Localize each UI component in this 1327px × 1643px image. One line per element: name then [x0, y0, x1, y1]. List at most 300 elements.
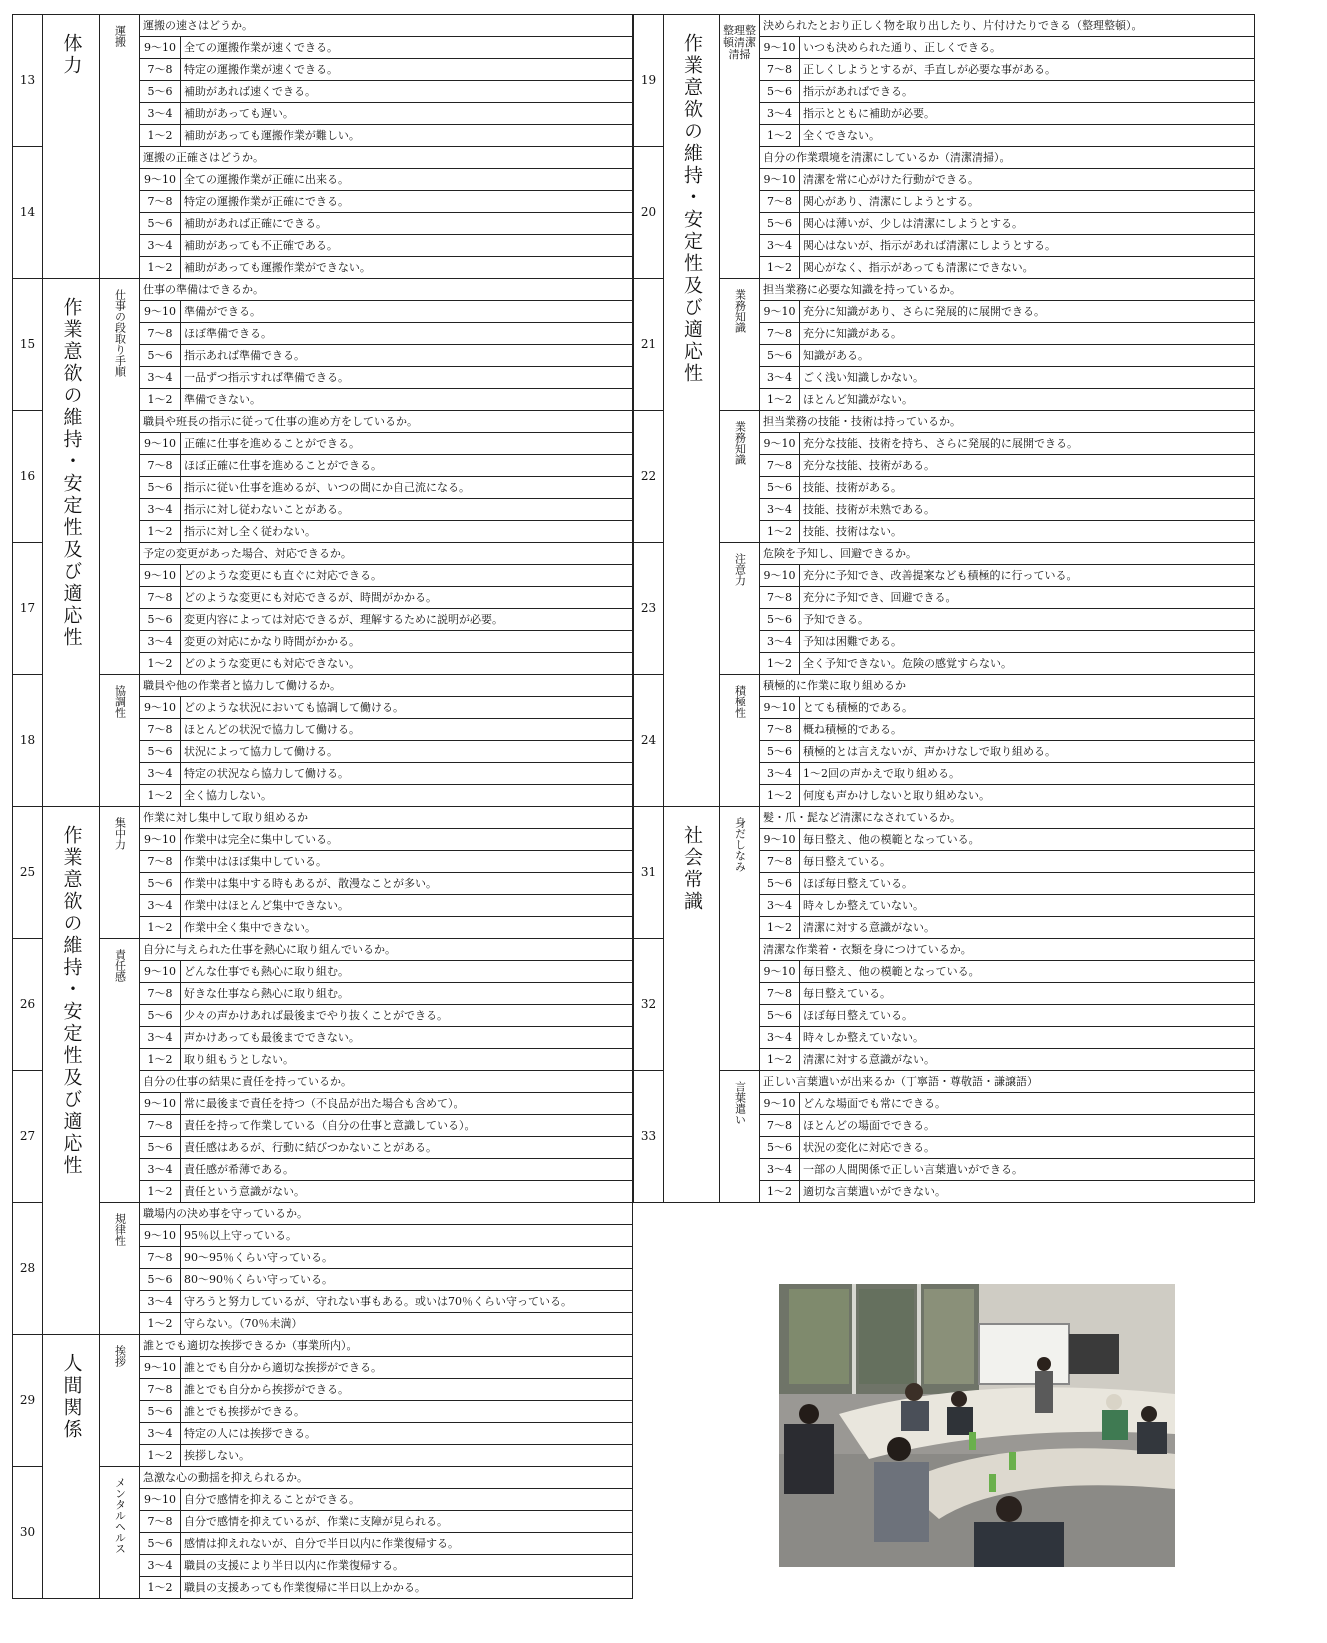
score-range: 3～4	[140, 499, 181, 521]
item-number: 23	[634, 543, 664, 675]
score-range: 5～6	[140, 1137, 181, 1159]
score-range: 7～8	[760, 719, 800, 741]
score-range: 5～6	[140, 81, 181, 103]
score-range: 9～10	[760, 37, 800, 59]
score-range: 1～2	[140, 653, 181, 675]
score-range: 5～6	[760, 609, 800, 631]
score-description: 指示に対し従わないことがある。	[181, 499, 633, 521]
score-range: 1～2	[140, 917, 181, 939]
question-text: 急激な心の動揺を抑えられるか。	[140, 1467, 633, 1489]
score-description: 作業中全く集中できない。	[181, 917, 633, 939]
score-range: 9～10	[760, 565, 800, 587]
score-description: 指示あれば準備できる。	[181, 345, 633, 367]
score-description: 清潔に対する意識がない。	[800, 1049, 1255, 1071]
item-number: 18	[13, 675, 43, 807]
category-text: 人間関係	[60, 1353, 83, 1441]
score-description: 全く協力しない。	[181, 785, 633, 807]
item-number: 28	[13, 1203, 43, 1335]
score-range: 9～10	[760, 301, 800, 323]
question-text: 積極的に作業に取り組めるか	[760, 675, 1255, 697]
score-range: 3～4	[760, 631, 800, 653]
score-range: 9～10	[140, 961, 181, 983]
score-range: 3～4	[760, 235, 800, 257]
score-description: 概ね積極的である。	[800, 719, 1255, 741]
score-range: 1～2	[140, 1445, 181, 1467]
category-label	[43, 279, 100, 807]
score-description: 補助があれば正確にできる。	[181, 213, 633, 235]
score-range: 7～8	[140, 1379, 181, 1401]
score-description: どのような状況においても協調して働ける。	[181, 697, 633, 719]
score-description: 声かけあっても最後までできない。	[181, 1027, 633, 1049]
score-description: 関心はないが、指示があれば清潔にしようとする。	[800, 235, 1255, 257]
score-description: 正しくしようとするが、手直しが必要な事がある。	[800, 59, 1255, 81]
item-row	[13, 939, 633, 961]
score-description: 作業中はほぼ集中している。	[181, 851, 633, 873]
category-label	[664, 807, 720, 1203]
subcategory-text: 身だしなみ	[733, 817, 747, 872]
score-range: 3～4	[140, 763, 181, 785]
score-range: 7～8	[140, 59, 181, 81]
item-row	[634, 675, 1255, 697]
item-number: 26	[13, 939, 43, 1071]
score-description: 80～90％くらい守っている。	[181, 1269, 633, 1291]
item-number: 32	[634, 939, 664, 1071]
score-range: 1～2	[760, 917, 800, 939]
score-range: 1～2	[760, 1049, 800, 1071]
score-description: 技能、技術がある。	[800, 477, 1255, 499]
score-range: 1～2	[140, 1313, 181, 1335]
item-number: 15	[13, 279, 43, 411]
subcategory-label	[720, 15, 760, 279]
score-range: 5～6	[140, 1269, 181, 1291]
score-range: 9～10	[140, 169, 181, 191]
score-description: 補助があっても運搬作業が難しい。	[181, 125, 633, 147]
category-label	[43, 15, 100, 279]
subcategory-label	[100, 15, 140, 279]
category-text: 作業意欲の維持・安定性及び適応性	[60, 297, 83, 649]
score-description: ほぼ毎日整えている。	[800, 1005, 1255, 1027]
score-range: 5～6	[140, 1005, 181, 1027]
score-description: 責任という意識がない。	[181, 1181, 633, 1203]
score-description: どのような変更にも対応できるが、時間がかかる。	[181, 587, 633, 609]
item-row	[13, 1467, 633, 1489]
score-range: 5～6	[140, 873, 181, 895]
subcategory-text: 仕事の段取り手順	[113, 289, 127, 377]
question-text: 運搬の速さはどうか。	[140, 15, 633, 37]
score-description: 技能、技術はない。	[800, 521, 1255, 543]
score-description: 守ろうと努力しているが、守れない事もある。或いは70％くらい守っている。	[181, 1291, 633, 1313]
score-range: 5～6	[760, 81, 800, 103]
subcategory-text: 注意力	[733, 553, 747, 586]
item-row	[13, 279, 633, 301]
score-range: 9～10	[140, 1093, 181, 1115]
item-number: 13	[13, 15, 43, 147]
score-description: 作業中はほとんど集中できない。	[181, 895, 633, 917]
score-description: 予知できる。	[800, 609, 1255, 631]
score-range: 5～6	[760, 873, 800, 895]
score-description: 毎日整えている。	[800, 851, 1255, 873]
score-description: 特定の運搬作業が正確にできる。	[181, 191, 633, 213]
item-row	[634, 543, 1255, 565]
score-description: 知識がある。	[800, 345, 1255, 367]
score-range: 5～6	[760, 1005, 800, 1027]
question-text: 担当業務の技能・技術は持っているか。	[760, 411, 1255, 433]
score-description: 95％以上守っている。	[181, 1225, 633, 1247]
score-range: 9～10	[140, 1225, 181, 1247]
item-number: 22	[634, 411, 664, 543]
subcategory-label	[720, 411, 760, 543]
category-text: 体力	[60, 33, 83, 77]
score-range: 3～4	[760, 1027, 800, 1049]
subcategory-text: 業務知識	[733, 421, 747, 465]
subcategory-text: 運搬	[113, 25, 127, 47]
score-range: 1～2	[140, 785, 181, 807]
score-description: 誰とでも挨拶ができる。	[181, 1401, 633, 1423]
score-description: いつも決められた通り、正しくできる。	[800, 37, 1255, 59]
subcategory-text: 整理整頓清潔清掃	[723, 24, 756, 61]
score-description: ほぼ毎日整えている。	[800, 873, 1255, 895]
question-text: 髪・爪・髭など清潔になされているか。	[760, 807, 1255, 829]
score-description: 時々しか整えていない。	[800, 895, 1255, 917]
score-description: 全ての運搬作業が正確に出来る。	[181, 169, 633, 191]
score-range: 9～10	[140, 37, 181, 59]
category-text: 作業意欲の維持・安定性及び適応性	[681, 33, 703, 385]
score-range: 7～8	[140, 191, 181, 213]
score-range: 3～4	[140, 1159, 181, 1181]
score-range: 5～6	[760, 741, 800, 763]
score-description: 作業中は集中する時もあるが、散漫なことが多い。	[181, 873, 633, 895]
score-description: 技能、技術が未熟である。	[800, 499, 1255, 521]
subcategory-text: 言葉遣い	[733, 1081, 747, 1125]
score-range: 7～8	[140, 719, 181, 741]
category-label	[43, 1335, 100, 1599]
question-text: 職員や他の作業者と協力して働けるか。	[140, 675, 633, 697]
score-description: ほとんど知識がない。	[800, 389, 1255, 411]
score-range: 7～8	[760, 59, 800, 81]
score-description: 清潔に対する意識がない。	[800, 917, 1255, 939]
score-range: 9～10	[140, 1357, 181, 1379]
item-row	[13, 1203, 633, 1225]
score-range: 9～10	[760, 829, 800, 851]
score-description: 全くできない。	[800, 125, 1255, 147]
score-description: 充分に予知でき、改善提案なども積極的に行っている。	[800, 565, 1255, 587]
score-description: 充分な技能、技術を持ち、さらに発展的に展開できる。	[800, 433, 1255, 455]
score-description: 充分に知識があり、さらに発展的に展開できる。	[800, 301, 1255, 323]
right-evaluation-table	[633, 14, 1255, 1203]
score-description: 一部の人間関係で正しい言葉遣いができる。	[800, 1159, 1255, 1181]
score-description: 何度も声かけしないと取り組めない。	[800, 785, 1255, 807]
score-description: 指示に対し全く従わない。	[181, 521, 633, 543]
subcategory-label	[720, 1071, 760, 1203]
score-range: 5～6	[140, 741, 181, 763]
subcategory-text: 業務知識	[733, 289, 747, 333]
meeting-photo	[779, 1284, 1175, 1567]
question-text: 職員や班長の指示に従って仕事の進め方をしているか。	[140, 411, 633, 433]
score-description: 毎日整えている。	[800, 983, 1255, 1005]
score-range: 3～4	[140, 895, 181, 917]
item-row	[13, 1335, 633, 1357]
item-row	[634, 279, 1255, 301]
score-range: 7～8	[760, 191, 800, 213]
score-description: 感情は抑えれないが、自分で半日以内に作業復帰する。	[181, 1533, 633, 1555]
score-range: 1～2	[140, 389, 181, 411]
score-description: 積極的とは言えないが、声かけなしで取り組める。	[800, 741, 1255, 763]
score-description: ほぼ準備できる。	[181, 323, 633, 345]
question-text: 決められたとおり正しく物を取り出したり、片付けたりできる（整理整頓）。	[760, 15, 1255, 37]
score-range: 5～6	[140, 213, 181, 235]
score-description: どんな仕事でも熱心に取り組む。	[181, 961, 633, 983]
item-number: 27	[13, 1071, 43, 1203]
subcategory-label	[720, 543, 760, 675]
score-range: 3～4	[140, 1291, 181, 1313]
score-range: 9～10	[140, 301, 181, 323]
score-description: 誰とでも自分から挨拶ができる。	[181, 1379, 633, 1401]
score-range: 3～4	[760, 1159, 800, 1181]
score-range: 9～10	[140, 565, 181, 587]
score-range: 1～2	[140, 1181, 181, 1203]
score-description: 清潔を常に心がけた行動ができる。	[800, 169, 1255, 191]
score-description: 責任感はあるが、行動に結びつかないことがある。	[181, 1137, 633, 1159]
score-range: 7～8	[760, 323, 800, 345]
score-description: 誰とでも自分から適切な挨拶ができる。	[181, 1357, 633, 1379]
score-description: 状況の変化に対応できる。	[800, 1137, 1255, 1159]
score-description: 少々の声かけあれば最後までやり抜くことができる。	[181, 1005, 633, 1027]
score-description: どのような変更にも対応できない。	[181, 653, 633, 675]
subcategory-label	[100, 1335, 140, 1467]
item-row	[13, 675, 633, 697]
score-range: 7～8	[760, 851, 800, 873]
subcategory-text: 協調性	[113, 685, 127, 718]
score-description: 状況によって協力して働ける。	[181, 741, 633, 763]
subcategory-text: 挨拶	[113, 1345, 127, 1367]
item-number: 30	[13, 1467, 43, 1599]
score-range: 3～4	[140, 1027, 181, 1049]
question-text: 自分に与えられた仕事を熱心に取り組んでいるか。	[140, 939, 633, 961]
score-range: 1～2	[760, 257, 800, 279]
score-description: 指示に従い仕事を進めるが、いつの間にか自己流になる。	[181, 477, 633, 499]
question-text: 自分の作業環境を清潔にしているか（清潔清掃）。	[760, 147, 1255, 169]
score-range: 1～2	[760, 785, 800, 807]
subcategory-text: 規律性	[113, 1213, 127, 1246]
score-range: 9～10	[140, 433, 181, 455]
score-description: 関心があり、清潔にしようとする。	[800, 191, 1255, 213]
score-range: 3～4	[140, 103, 181, 125]
score-range: 5～6	[140, 609, 181, 631]
subcategory-label	[100, 675, 140, 807]
left-evaluation-table	[12, 14, 633, 1599]
question-text: 誰とでも適切な挨拶できるか（事業所内）。	[140, 1335, 633, 1357]
score-description: 好きな仕事なら熱心に取り組む。	[181, 983, 633, 1005]
score-description: 責任を持って作業している（自分の仕事と意識している）。	[181, 1115, 633, 1137]
score-range: 5～6	[140, 1533, 181, 1555]
score-range: 5～6	[760, 1137, 800, 1159]
score-description: 特定の運搬作業が速くできる。	[181, 59, 633, 81]
score-range: 5～6	[760, 213, 800, 235]
score-range: 9～10	[140, 697, 181, 719]
category-label	[664, 15, 720, 807]
subcategory-text: メンタルヘルス	[113, 1477, 127, 1554]
item-row	[634, 411, 1255, 433]
score-description: とても積極的である。	[800, 697, 1255, 719]
score-range: 3～4	[760, 763, 800, 785]
score-description: 自分で感情を抑えることができる。	[181, 1489, 633, 1511]
score-range: 7～8	[760, 455, 800, 477]
score-description: 変更内容によっては対応できるが、理解するために説明が必要。	[181, 609, 633, 631]
score-range: 9～10	[760, 697, 800, 719]
subcategory-label	[100, 1467, 140, 1599]
score-range: 5～6	[760, 477, 800, 499]
score-range: 7～8	[140, 455, 181, 477]
score-description: 特定の状況なら協力して働ける。	[181, 763, 633, 785]
score-range: 9～10	[760, 433, 800, 455]
question-text: 作業に対し集中して取り組めるか	[140, 807, 633, 829]
subcategory-label	[100, 279, 140, 675]
item-row	[13, 15, 633, 37]
score-description: 特定の人には挨拶できる。	[181, 1423, 633, 1445]
question-text: 担当業務に必要な知識を持っているか。	[760, 279, 1255, 301]
question-text: 予定の変更があった場合、対応できるか。	[140, 543, 633, 565]
score-description: 関心は薄いが、少しは清潔にしようとする。	[800, 213, 1255, 235]
score-description: 責任感が希薄である。	[181, 1159, 633, 1181]
score-description: 作業中は完全に集中している。	[181, 829, 633, 851]
score-range: 7～8	[140, 1511, 181, 1533]
score-range: 3～4	[140, 235, 181, 257]
question-text: 危険を予知し、回避できるか。	[760, 543, 1255, 565]
score-description: 指示とともに補助が必要。	[800, 103, 1255, 125]
category-text: 社会常識	[681, 825, 703, 913]
score-description: 一品ずつ指示すれば準備できる。	[181, 367, 633, 389]
score-range: 7～8	[140, 1247, 181, 1269]
item-number: 29	[13, 1335, 43, 1467]
score-range: 5～6	[140, 477, 181, 499]
score-range: 5～6	[760, 345, 800, 367]
score-range: 5～6	[140, 1401, 181, 1423]
score-description: ほとんどの状況で協力して働ける。	[181, 719, 633, 741]
score-description: ほぼ正確に仕事を進めることができる。	[181, 455, 633, 477]
item-row	[634, 15, 1255, 37]
item-number: 20	[634, 147, 664, 279]
item-number: 24	[634, 675, 664, 807]
category-label	[43, 807, 100, 1335]
item-number: 33	[634, 1071, 664, 1203]
score-description: 毎日整え、他の模範となっている。	[800, 829, 1255, 851]
score-description: ごく浅い知識しかない。	[800, 367, 1255, 389]
score-range: 3～4	[760, 103, 800, 125]
score-range: 1～2	[760, 653, 800, 675]
score-range: 7～8	[760, 1115, 800, 1137]
score-description: 補助があっても不正確である。	[181, 235, 633, 257]
score-description: どのような変更にも直ぐに対応できる。	[181, 565, 633, 587]
item-number: 25	[13, 807, 43, 939]
subcategory-label	[720, 807, 760, 1071]
score-description: 充分な技能、技術がある。	[800, 455, 1255, 477]
question-text: 清潔な作業着・衣類を身につけているか。	[760, 939, 1255, 961]
score-range: 1～2	[760, 125, 800, 147]
score-range: 3～4	[760, 367, 800, 389]
score-range: 1～2	[140, 257, 181, 279]
score-description: 変更の対応にかなり時間がかかる。	[181, 631, 633, 653]
score-description: 職員の支援あっても作業復帰に半日以上かかる。	[181, 1577, 633, 1599]
item-number: 19	[634, 15, 664, 147]
score-range: 9～10	[140, 1489, 181, 1511]
item-row	[634, 807, 1255, 829]
score-range: 9～10	[760, 1093, 800, 1115]
score-range: 7～8	[760, 587, 800, 609]
item-number: 16	[13, 411, 43, 543]
score-description: 全ての運搬作業が速くできる。	[181, 37, 633, 59]
score-description: 関心がなく、指示があっても清潔にできない。	[800, 257, 1255, 279]
score-description: 1～2回の声かえで取り組める。	[800, 763, 1255, 785]
score-range: 1～2	[760, 389, 800, 411]
item-number: 21	[634, 279, 664, 411]
item-row	[634, 1071, 1255, 1093]
item-number: 17	[13, 543, 43, 675]
score-range: 9～10	[760, 169, 800, 191]
score-range: 1～2	[760, 1181, 800, 1203]
score-description: どんな場面でも常にできる。	[800, 1093, 1255, 1115]
score-description: 指示があればできる。	[800, 81, 1255, 103]
score-description: 準備ができる。	[181, 301, 633, 323]
item-number: 14	[13, 147, 43, 279]
subcategory-text: 積極性	[733, 685, 747, 718]
score-description: 自分で感情を抑えているが、作業に支障が見られる。	[181, 1511, 633, 1533]
score-range: 3～4	[760, 499, 800, 521]
score-range: 1～2	[140, 1049, 181, 1071]
score-description: 毎日整え、他の模範となっている。	[800, 961, 1255, 983]
score-description: 正確に仕事を進めることができる。	[181, 433, 633, 455]
score-range: 3～4	[140, 1555, 181, 1577]
question-text: 自分の仕事の結果に責任を持っているか。	[140, 1071, 633, 1093]
question-text: 運搬の正確さはどうか。	[140, 147, 633, 169]
score-range: 5～6	[140, 345, 181, 367]
score-description: 適切な言葉遣いができない。	[800, 1181, 1255, 1203]
question-text: 正しい言葉遣いが出来るか（丁寧語・尊敬語・謙譲語）	[760, 1071, 1255, 1093]
score-range: 3～4	[140, 1423, 181, 1445]
score-description: 補助があっても遅い。	[181, 103, 633, 125]
score-range: 7～8	[140, 587, 181, 609]
subcategory-text: 責任感	[113, 949, 127, 982]
score-description: 補助があれば速くできる。	[181, 81, 633, 103]
score-range: 7～8	[140, 983, 181, 1005]
score-range: 9～10	[760, 961, 800, 983]
score-description: ほとんどの場面でできる。	[800, 1115, 1255, 1137]
score-description: 充分に予知でき、回避できる。	[800, 587, 1255, 609]
score-description: 予知は困難である。	[800, 631, 1255, 653]
item-row	[13, 807, 633, 829]
subcategory-label	[100, 807, 140, 939]
score-description: 時々しか整えていない。	[800, 1027, 1255, 1049]
subcategory-label	[100, 1203, 140, 1335]
question-text: 職場内の決め事を守っているか。	[140, 1203, 633, 1225]
score-range: 1～2	[140, 521, 181, 543]
score-range: 3～4	[760, 895, 800, 917]
score-description: 全く予知できない。危険の感覚すらない。	[800, 653, 1255, 675]
score-range: 1～2	[140, 1577, 181, 1599]
subcategory-label	[100, 939, 140, 1203]
subcategory-text: 集中力	[113, 817, 127, 850]
score-range: 7～8	[760, 983, 800, 1005]
score-range: 3～4	[140, 631, 181, 653]
score-range: 7～8	[140, 1115, 181, 1137]
score-description: 職員の支援により半日以内に作業復帰する。	[181, 1555, 633, 1577]
score-description: 充分に知識がある。	[800, 323, 1255, 345]
score-description: 準備できない。	[181, 389, 633, 411]
score-range: 9～10	[140, 829, 181, 851]
score-description: 90～95％くらい守っている。	[181, 1247, 633, 1269]
score-description: 補助があっても運搬作業ができない。	[181, 257, 633, 279]
question-text: 仕事の準備はできるか。	[140, 279, 633, 301]
score-range: 3～4	[140, 367, 181, 389]
